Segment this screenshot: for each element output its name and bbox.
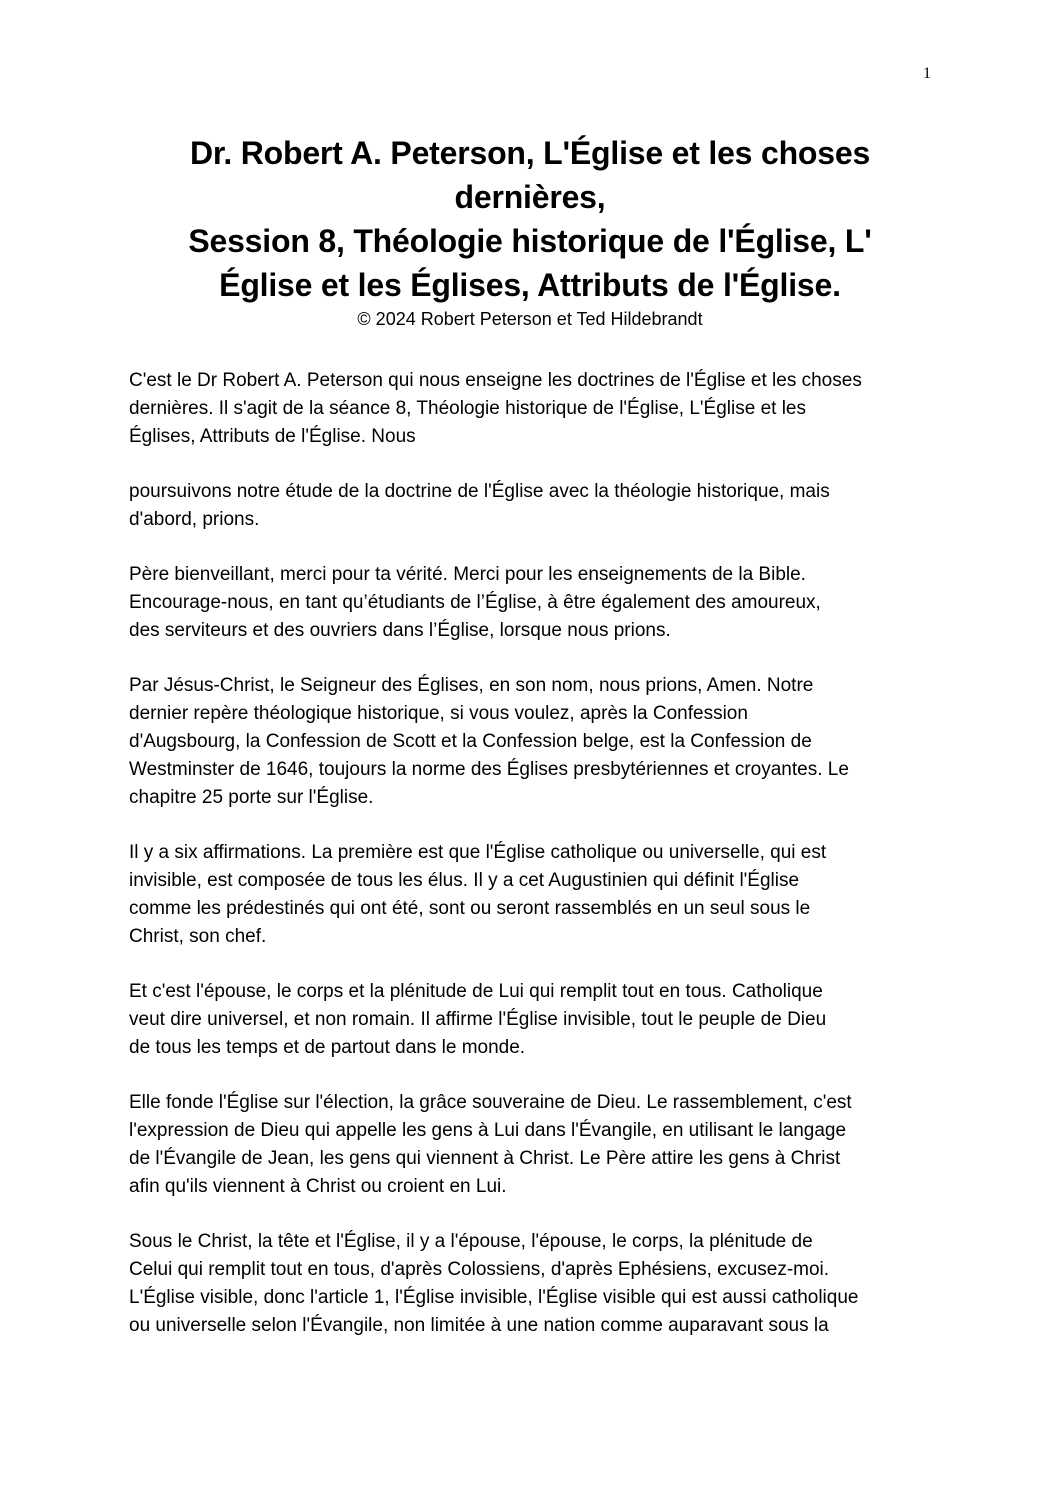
paragraph xyxy=(129,672,929,812)
text-line: C'est le Dr Robert A. Peterson qui nous enseigne les doctrines de l'Église et les choses xyxy=(129,370,862,391)
title-line: Église et les Églises, Attributs de l'Église. xyxy=(219,267,841,303)
text-line: des serviteurs et des ouvriers dans l’Église, lorsque nous prions. xyxy=(129,620,671,641)
text-line: poursuivons notre étude de la doctrine de l'Église avec la théologie historique, mais xyxy=(129,481,830,502)
paragraph xyxy=(129,561,929,645)
paragraph xyxy=(129,478,929,534)
page-number: 1 xyxy=(923,65,931,82)
text-line: Elle fonde l'Église sur l'élection, la grâce souveraine de Dieu. Le rassemblement, c'est xyxy=(129,1092,852,1113)
paragraph xyxy=(129,839,929,951)
copyright-notice: © 2024 Robert Peterson et Ted Hildebrandt xyxy=(357,309,703,329)
text-line: Celui qui remplit tout en tous, d'après Colossiens, d'après Ephésiens, excusez-moi. xyxy=(129,1259,830,1280)
title-line: dernières, xyxy=(454,179,606,215)
text-line: afin qu'ils viennent à Christ ou croient en Lui. xyxy=(129,1176,507,1197)
text-line: Et c'est l'épouse, le corps et la plénitude de Lui qui remplit tout en tous. Catholique xyxy=(129,981,823,1002)
paragraph xyxy=(129,1228,929,1340)
text-line: Sous le Christ, la tête et l'Église, il y a l'épouse, l'épouse, le corps, la plénitude de xyxy=(129,1231,813,1252)
text-line: l'expression de Dieu qui appelle les gens à Lui dans l'Évangile, en utilisant le langage xyxy=(129,1120,847,1141)
text-line: ou universelle selon l'Évangile, non limitée à une nation comme auparavant sous la xyxy=(129,1315,829,1336)
text-line: invisible, est composée de tous les élus. Il y a cet Augustinien qui définit l'Église xyxy=(129,870,800,891)
document-body xyxy=(129,367,929,1367)
text-line: comme les prédestinés qui ont été, sont ou seront rassemblés en un seul sous le xyxy=(129,898,811,919)
text-line: Père bienveillant, merci pour ta vérité. Merci pour les enseignements de la Bible. xyxy=(129,564,806,585)
text-line: Par Jésus-Christ, le Seigneur des Églises, en son nom, nous prions, Amen. Notre xyxy=(129,675,814,696)
text-line: d'abord, prions. xyxy=(129,509,260,530)
text-line: chapitre 25 porte sur l'Église. xyxy=(129,787,374,808)
text-line: Christ, son chef. xyxy=(129,926,267,947)
text-line: Encourage-nous, en tant qu’étudiants de l’Église, à être également des amoureux, xyxy=(129,592,821,613)
text-line: Westminster de 1646, toujours la norme des Églises presbytériennes et croyantes. Le xyxy=(129,759,849,780)
text-line: L'Église visible, donc l'article 1, l'Église invisible, l'Église visible qui est aussi catholique xyxy=(129,1287,859,1308)
paragraph xyxy=(129,978,929,1062)
text-line: dernier repère théologique historique, si vous voulez, après la Confession xyxy=(129,703,748,724)
text-line: veut dire universel, et non romain. Il affirme l'Église invisible, tout le peuple de Dieu xyxy=(129,1009,827,1030)
paragraph xyxy=(129,1089,929,1201)
title-line: Dr. Robert A. Peterson, L'Église et les choses xyxy=(189,135,871,171)
document-header xyxy=(130,131,930,331)
text-line: Églises, Attributs de l'Église. Nous xyxy=(129,426,416,447)
title-line: Session 8, Théologie historique de l'Église, L' xyxy=(188,223,872,259)
text-line: d'Augsbourg, la Confession de Scott et la Confession belge, est la Confession de xyxy=(129,731,812,752)
paragraph xyxy=(129,367,929,451)
text-line: Il y a six affirmations. La première est que l'Église catholique ou universelle, qui est xyxy=(129,842,827,863)
text-line: dernières. Il s'agit de la séance 8, Théologie historique de l'Église, L'Église et les xyxy=(129,398,806,419)
text-line: de l'Évangile de Jean, les gens qui viennent à Christ. Le Père attire les gens à Christ xyxy=(129,1148,841,1169)
text-line: de tous les temps et de partout dans le monde. xyxy=(129,1037,526,1058)
